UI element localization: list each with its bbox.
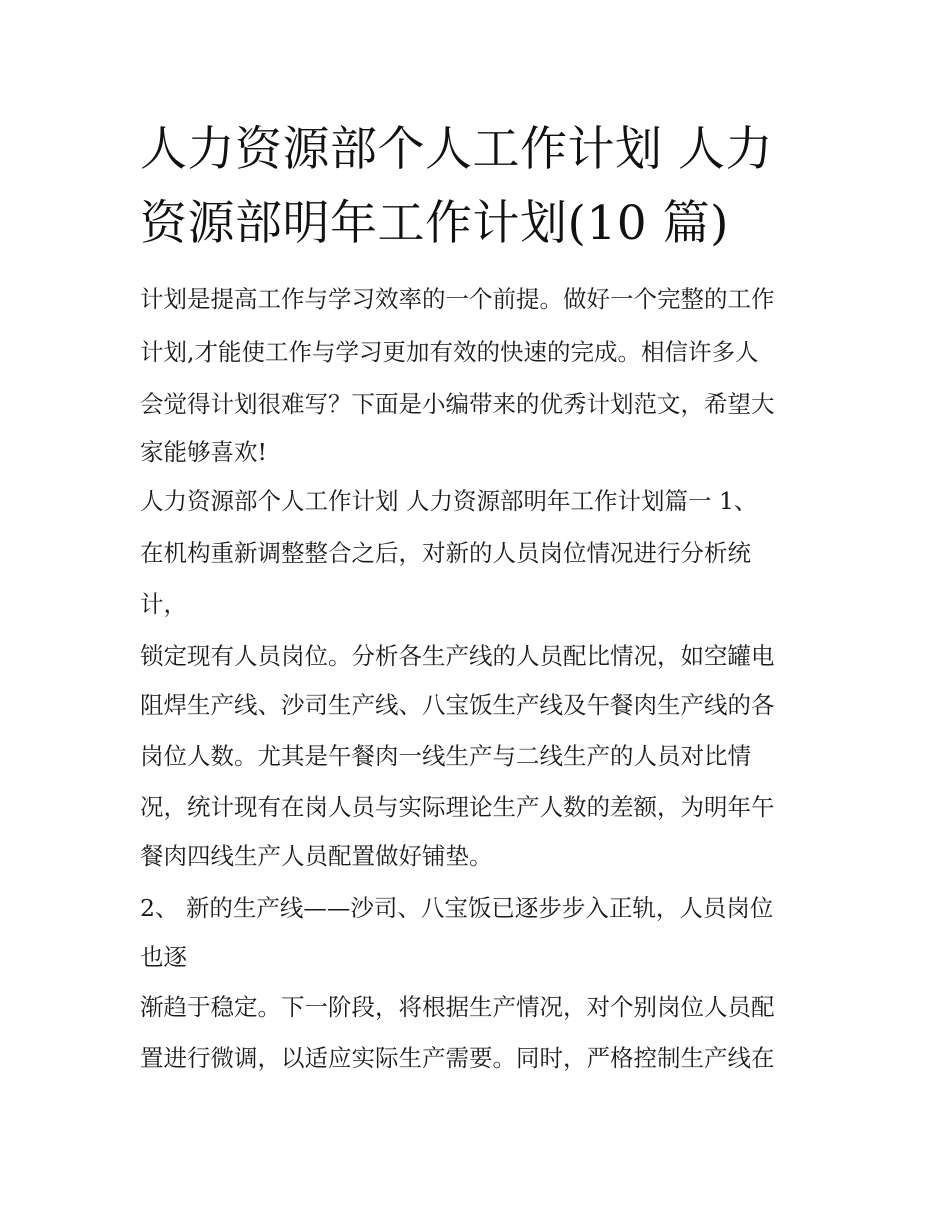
- body-line-1: 计划是提高工作与学习效率的一个前提。做好一个完整的工作: [140, 285, 775, 313]
- body-line-4: 家能够喜欢!: [140, 438, 267, 466]
- body-line-9: 阻焊生产线、沙司生产线、八宝饭生产线及午餐肉生产线的各: [140, 691, 775, 719]
- body-line-11: 况，统计现有在岗人员与实际理论生产人数的差额，为明年午: [140, 793, 775, 821]
- body-line-10: 岗位人数。尤其是午餐肉一线生产与二线生产的人员对比情: [140, 742, 751, 770]
- document-title: [140, 113, 820, 261]
- body-line-14: 也逐: [140, 943, 187, 971]
- body-line-5: 人力资源部个人工作计划 人力资源部明年工作计划篇一 1、: [140, 487, 758, 515]
- title-line-2: 资源部明年工作计划(10 篇): [140, 196, 729, 251]
- body-line-16: 置进行微调，以适应实际生产需要。同时，严格控制生产线在: [140, 1044, 775, 1072]
- title-line-1: 人力资源部个人工作计划 人力: [140, 122, 773, 177]
- body-line-8: 锁定现有人员岗位。分析各生产线的人员配比情况，如空罐电: [140, 642, 775, 670]
- body-line-12: 餐肉四线生产人员配置做好铺垫。: [140, 842, 493, 870]
- body-line-13: 2、 新的生产线——沙司、八宝饭已逐步步入正轨，人员岗位: [140, 894, 774, 922]
- body-line-7: 计，: [140, 590, 187, 618]
- body-line-2: 计划,才能使工作与学习更加有效的快速的完成。相信许多人: [140, 338, 759, 366]
- body-line-3: 会觉得计划很难写？下面是小编带来的优秀计划范文，希望大: [140, 390, 775, 418]
- body-line-15: 渐趋于稳定。下一阶段，将根据生产情况，对个别岗位人员配: [140, 993, 775, 1021]
- body-line-6: 在机构重新调整整合之后，对新的人员岗位情况进行分析统: [140, 539, 751, 567]
